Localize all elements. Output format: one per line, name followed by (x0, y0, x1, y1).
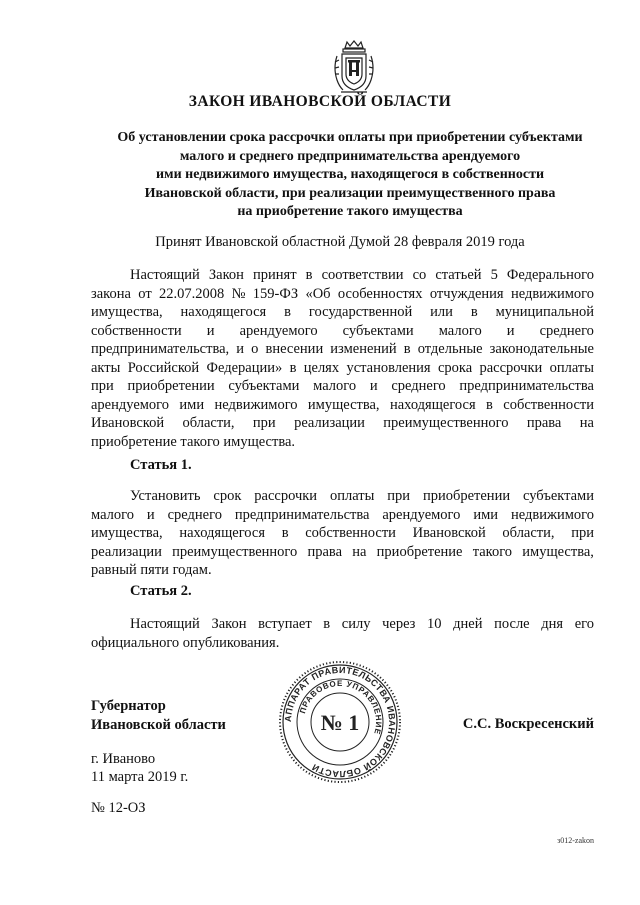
article-2-paragraph (91, 615, 594, 652)
word: после (494, 616, 530, 632)
word: отдельные (417, 341, 483, 357)
word: Установить (130, 488, 201, 504)
word: и (369, 378, 378, 394)
word: и (506, 322, 515, 339)
document-code: з012-zakon (557, 836, 594, 845)
signing-place-date (91, 750, 188, 786)
word: рассрочки (479, 359, 543, 376)
paragraph-line (91, 561, 594, 580)
word: законодательные (489, 341, 594, 357)
word: в (486, 396, 493, 413)
preamble-paragraph (91, 266, 594, 451)
word: при (387, 488, 411, 504)
word: при (91, 378, 114, 394)
seal-inner-text: ПРАВОВОЕ УПРАВЛЕНИЕ (298, 678, 384, 736)
signing-date: 11 марта 2019 г. (91, 769, 189, 785)
word: вступает (258, 616, 312, 632)
word: области, (182, 415, 235, 431)
word: малого (313, 378, 357, 394)
paragraph-line (91, 340, 594, 359)
word: недвижимого (510, 506, 594, 523)
word: целях (303, 359, 340, 376)
word: Настоящий (130, 616, 200, 632)
word: среднего (167, 506, 222, 523)
paragraph-line (91, 359, 594, 378)
word: дней (453, 616, 483, 632)
word: в (305, 267, 313, 283)
word: в (403, 341, 411, 357)
word: Настоящий (130, 267, 200, 283)
word: ими (179, 396, 205, 413)
word: особенностях (337, 285, 423, 302)
word: субъектами (523, 488, 594, 504)
word: Закон (211, 616, 247, 632)
adoption-line: Принят Ивановской областной Думой 28 февраля 2019 года (155, 234, 525, 250)
word: его (574, 616, 594, 632)
word: среднего (391, 378, 446, 394)
word: имущества, (91, 525, 163, 541)
paragraph-line (91, 285, 594, 304)
word: предпринимательства (234, 506, 370, 523)
word: или (430, 304, 453, 320)
word: реализации (294, 415, 365, 431)
paragraph-line (91, 524, 594, 543)
word: государственной (308, 304, 413, 320)
word: срок (213, 488, 242, 504)
word: находящегося (179, 525, 266, 541)
word: на (352, 543, 367, 560)
word: приобретении (422, 488, 511, 504)
word: такого (472, 543, 513, 560)
word: 5 (490, 267, 498, 283)
paragraph-line (91, 266, 594, 285)
word: находящегося (180, 304, 267, 320)
word: арендуемого (91, 396, 170, 413)
word: внесении (265, 341, 324, 357)
word: субъектами (228, 378, 300, 394)
word: в (289, 359, 297, 376)
subtitle-line: Об установлении срока рассрочки оплаты при приобретении субъектами (117, 130, 583, 145)
signing-city: г. Иваново (91, 751, 156, 767)
word: среднего (539, 322, 594, 339)
law-subtitle (60, 129, 640, 222)
word: отчуждения (429, 285, 504, 302)
word: приобретении (127, 378, 215, 394)
word: акты (91, 359, 121, 376)
word: 159-ФЗ (252, 285, 299, 302)
word: собственности (503, 396, 594, 413)
word: преимущественного (172, 543, 298, 560)
paragraph-line (91, 506, 594, 525)
word: права (307, 543, 343, 560)
word: имущества, (522, 543, 594, 560)
paragraph-text: равный пяти годам. (91, 562, 212, 578)
paragraph-line (91, 414, 594, 433)
word: права (526, 415, 562, 431)
word: предпринимательства, (91, 341, 230, 357)
word: закона (91, 285, 131, 302)
signatory-name: С.С. Воскресенский (462, 716, 594, 732)
article-1-paragraph (91, 487, 594, 580)
word: муниципальной (495, 304, 594, 320)
governor-line: Ивановской области (91, 716, 226, 733)
law-title: ЗАКОН ИВАНОВСКОЙ ОБЛАСТИ (188, 93, 452, 110)
subtitle-line: Ивановской области, при реализации преимущественного права (144, 185, 556, 201)
word: «Об (305, 285, 331, 302)
law-number: № 12-ОЗ (91, 800, 146, 816)
word: силу (341, 616, 371, 632)
word: арендуемого (382, 506, 461, 523)
word: реализации (91, 543, 162, 560)
word: принят (253, 267, 297, 283)
article-2-title: Статья 2. (130, 583, 192, 599)
word: через (382, 616, 416, 632)
paragraph-line (91, 615, 594, 634)
word: имущества, (91, 304, 163, 320)
paragraph-line (91, 322, 594, 341)
paragraph-line (91, 377, 594, 396)
word: оплаты (329, 488, 375, 504)
word: Федерального (506, 267, 594, 283)
word: со (412, 267, 427, 283)
word: недвижимого (214, 396, 298, 413)
word: установления (346, 359, 431, 376)
paragraph-line (91, 543, 594, 562)
word: на (579, 415, 594, 431)
word: и (236, 341, 245, 357)
word: в (284, 304, 291, 320)
word: арендуемого (239, 322, 318, 339)
paragraph-line (91, 487, 594, 506)
article-1-title: Статья 1. (130, 457, 192, 473)
word: при (252, 415, 276, 431)
word: срока (437, 359, 473, 376)
subtitle-line: ими недвижимого имущества, находящегося в собственности (155, 167, 545, 182)
paragraph-line (91, 303, 594, 322)
word: находящегося (389, 396, 476, 413)
governor-title (91, 697, 226, 734)
word: от (138, 285, 152, 302)
word: субъектами (342, 322, 414, 339)
word: области, (502, 525, 555, 541)
word: и (206, 322, 215, 339)
word: статьей (435, 267, 482, 283)
word: приобретение (376, 543, 463, 560)
governor-line: Губернатор (91, 698, 166, 714)
word: 10 (427, 616, 442, 632)
word: собственности (305, 525, 396, 541)
seal-ring-text: АППАРАТ ПРАВИТЕЛЬСТВА ИВАНОВСКОЙ ОБЛАСТИ (282, 664, 398, 780)
paragraph-line (91, 396, 594, 415)
word: оплаты (549, 359, 594, 376)
word: собственности (91, 322, 182, 339)
word: ими (473, 506, 499, 523)
word: Федерации» (206, 359, 283, 376)
word: и (146, 506, 155, 523)
word: Закон (208, 267, 244, 283)
official-seal (278, 660, 402, 784)
word: малого (91, 506, 134, 523)
word: в (281, 525, 289, 541)
paragraph-line (91, 634, 594, 653)
word: Российской (127, 359, 200, 376)
word: соответствии (321, 267, 404, 283)
word: Ивановской (91, 415, 165, 431)
coat-of-arms-icon (331, 40, 377, 96)
word: рассрочки (254, 488, 318, 504)
word: изменений (330, 341, 397, 357)
word: в (470, 304, 478, 320)
word: преимущественного (383, 415, 509, 431)
word: недвижимого (510, 285, 594, 302)
paragraph-text: официального опубликования. (91, 634, 280, 651)
word: в (323, 616, 331, 632)
word: Ивановской (412, 525, 486, 541)
paragraph-text: приобретение такого имущества. (91, 433, 296, 450)
word: дня (541, 616, 564, 632)
seal-number: № 1 (320, 710, 360, 735)
subtitle-line: на приобретение такого имущества (237, 204, 463, 219)
word: предпринимательства (459, 378, 594, 394)
word: 22.07.2008 (159, 285, 225, 302)
word: малого (438, 322, 482, 339)
word: при (571, 525, 594, 541)
word: имущества, (307, 396, 380, 413)
paragraph-line (91, 433, 594, 452)
word: о (251, 341, 259, 357)
word: № (231, 285, 246, 302)
subtitle-line: малого и среднего предпринимательства арендуемого (179, 148, 521, 164)
